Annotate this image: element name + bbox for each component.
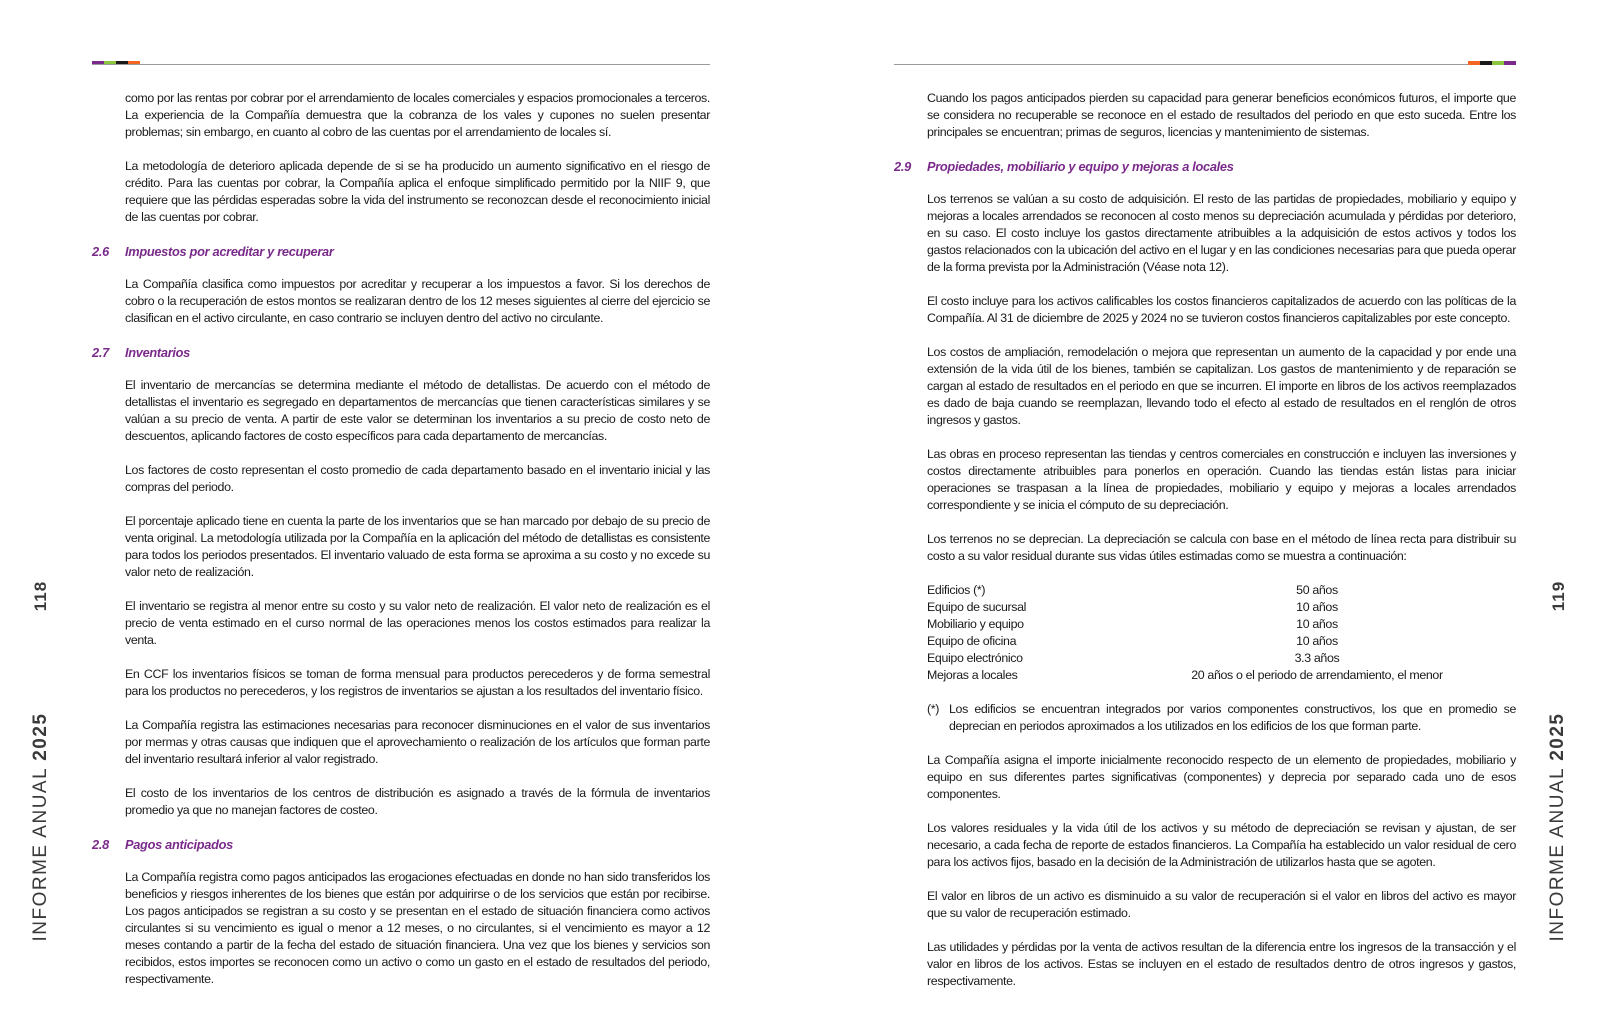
spine-title-bold: 2025	[1547, 712, 1568, 761]
table-row	[927, 667, 1507, 684]
paragraph: El porcentaje aplicado tiene en cuenta la parte de los inventarios que se han marcado por debajo de su precio de venta original. La metodología utilizada por la Compañía en la aplicación del método de detallistas es consistente para todos los periodos presentados. El inventario valuado de esta forma se aproxima a su costo y no excede su valor neto de realización.	[125, 514, 710, 579]
right-page-body	[894, 90, 1516, 1007]
footnote	[894, 701, 1516, 735]
right-page-number: 119	[1549, 580, 1568, 612]
paragraph: Los terrenos no se deprecian. La depreciación se calcula con base en el método de línea recta para distribuir su costo a su valor residual durante sus vidas útiles estimadas como se muestra a continuación:	[927, 532, 1516, 563]
footnote-text: Los edificios se encuentran integrados por varios componentes constructivos, los que en promedio se deprecian en periodos aproximados a los utilizados en los edificios de los que forman parte.	[949, 702, 1516, 733]
left-spine-title	[30, 707, 52, 947]
asset-name: Mobiliario y equipo	[927, 617, 1024, 631]
stripe-purple	[1504, 61, 1516, 65]
section-number: 2.8	[92, 837, 109, 852]
stripe-green	[1492, 61, 1504, 65]
paragraph: Las utilidades y pérdidas por la venta de activos resultan de la diferencia entre los ingresos de la transacción y el valor en libros de los activos. Estas se incluyen en el estado de resultados dentro de otros ingresos y gastos, respectivamente.	[927, 940, 1516, 988]
section-number: 2.6	[92, 244, 109, 259]
asset-name: Equipo electrónico	[927, 651, 1023, 665]
section-heading-2-9	[894, 158, 1516, 175]
section-heading-2-8	[92, 836, 710, 853]
table-row	[927, 582, 1507, 599]
useful-life: 10 años	[1296, 617, 1338, 631]
useful-life: 3.3 años	[1294, 651, 1340, 665]
section-heading-2-6	[92, 243, 710, 260]
stripe-black	[1480, 61, 1492, 65]
paragraph: La Compañía asigna el importe inicialmente reconocido respecto de un elemento de propiedades, mobiliario y equipo en sus diferentes partes significativas (componentes) y deprecia por separado cada uno de esos componentes.	[927, 753, 1516, 801]
useful-life-table	[927, 582, 1507, 684]
paragraph: El costo incluye para los activos calificables los costos financieros capitalizados de acuerdo con las políticas de la Compañía. Al 31 de diciembre de 2025 y 2024 no se tuvieron costos financieros capitalizables por este concepto.	[927, 294, 1516, 325]
paragraph: Los costos de ampliación, remodelación o mejora que representan un aumento de la capacidad y por ende una extensión de la vida útil de los bienes, también se capitalizan. Los gastos de mantenimiento y de reparación se cargan al estado de resultados en el periodo en que se incurren. El importe en libros de los activos reemplazados es dado de baja cuando se reemplazan, llevando todo el efecto al estado de resultados en el renglón de otros ingresos y gastos.	[927, 345, 1516, 427]
paragraph: El valor en libros de un activo es disminuido a su valor de recuperación si el valor en libros del activo es mayor que su valor de recuperación estimado.	[927, 889, 1516, 920]
paragraph: como por las rentas por cobrar por el arrendamiento de locales comerciales y espacios promocionales a terceros. La experiencia de la Compañía demuestra que la cobranza de los vales y cupones no suelen presentar problemas; sin embargo, en cuanto al cobro de las cuentas por el arrendamiento de locales sí.	[125, 91, 710, 139]
paragraph: Los terrenos se valúan a su costo de adquisición. El resto de las partidas de propiedades, mobiliario y equipo y mejoras a locales arrendados se reconocen al costo menos su depreciación acumulada y pérdidas por deterioro, en su caso. El costo incluye los gastos directamente atribuibles a la adquisición de estos activos y todos los gastos relacionados con la ubicación del activo en el lugar y en las condiciones necesarias para que pueda operar de la forma prevista por la Administración (Véase nota 12).	[927, 192, 1516, 274]
table-row	[927, 633, 1507, 650]
right-color-stripe	[1468, 61, 1516, 65]
right-top-rule	[894, 64, 1516, 65]
right-spine-title	[1547, 707, 1569, 947]
spine-title-bold: 2025	[30, 712, 51, 761]
paragraph: La Compañía clasifica como impuestos por acreditar y recuperar a los impuestos a favor. Si los derechos de cobro o la recuperación de estos montos se realizaran dentro de los 12 meses siguientes al cierre del ejercicio se clasifican en el activo circulante, en caso contrario se incluyen dentro del activo no circulante.	[125, 277, 710, 325]
paragraph: Cuando los pagos anticipados pierden su capacidad para generar beneficios económicos futuros, el importe que se considera no recuperable se reconoce en el estado de resultados del periodo en que esto suceda. Entre los principales se encuentran; primas de seguros, licencias y mantenimiento de sistemas.	[927, 91, 1516, 139]
asset-name: Equipo de sucursal	[927, 600, 1027, 614]
section-number: 2.7	[92, 345, 109, 360]
spine-title-light: INFORME ANUAL	[1547, 760, 1568, 942]
section-heading-2-7	[92, 344, 710, 361]
paragraph: Los valores residuales y la vida útil de los activos y su método de depreciación se revisan y ajustan, de ser necesario, a cada fecha de reporte de estados financieros. La Compañía ha establecido un valor residual de cero para los activos fijos, basado en la decisión de la Administración de utilizarlos hasta que se agoten.	[927, 821, 1516, 869]
paragraph: En CCF los inventarios físicos se toman de forma mensual para productos perecederos y de forma semestral para los productos no perecederos, y los registros de inventarios se ajustan a los resultados del inventario físico.	[125, 667, 710, 698]
paragraph: El inventario se registra al menor entre su costo y su valor neto de realización. El valor neto de realización es el precio de venta estimado en el curso normal de las operaciones menos los costos estimados para realizar la venta.	[125, 599, 710, 647]
section-title: Propiedades, mobiliario y equipo y mejoras a locales	[927, 159, 1234, 174]
section-title: Inventarios	[125, 345, 190, 360]
paragraph: La Compañía registra las estimaciones necesarias para reconocer disminuciones en el valor de sus inventarios por mermas y otras causas que indiquen que el aprovechamiento o realización de los artículos que forman parte del inventario resultará inferior al valor registrado.	[125, 718, 710, 766]
left-top-rule	[92, 64, 710, 65]
footnote-mark: (*)	[927, 702, 940, 716]
useful-life: 10 años	[1296, 600, 1338, 614]
table-row	[927, 650, 1507, 667]
left-page-number: 118	[31, 580, 50, 612]
table-row	[927, 616, 1507, 633]
section-title: Impuestos por acreditar y recuperar	[125, 244, 334, 259]
useful-life: 10 años	[1296, 634, 1338, 648]
paragraph: La Compañía registra como pagos anticipados las erogaciones efectuadas en donde no han sido transferidos los beneficios y riesgos inherentes de los bienes que están por adquirirse o de los servicios que están por recibirse. Los pagos anticipados se registran a su costo y se presentan en el estado de situación financiera como activos circulantes si su vencimiento es igual o menor a 12 meses, o no circulantes, si el vencimiento es mayor a 12 meses contando a partir de la fecha del estado de situación financiera. Una vez que los bienes y servicios son recibidos, estos importes se reconocen como un activo o como un gasto en el estado de resultados del periodo, respectivamente.	[125, 870, 710, 986]
section-title: Pagos anticipados	[125, 837, 233, 852]
asset-name: Edificios (*)	[927, 583, 986, 597]
paragraph: El inventario de mercancías se determina mediante el método de detallistas. De acuerdo con el método de detallistas el inventario es segregado en departamentos de mercancías que tienen características similares y se valúan a su precio de venta. A partir de este valor se determinan los inventarios a su precio de costo neto de descuentos, aplicando factores de costo específicos para cada departamento de mercancías.	[125, 378, 710, 443]
useful-life: 50 años	[1296, 583, 1338, 597]
useful-life: 20 años o el periodo de arrendamiento, el menor	[1191, 668, 1443, 682]
table-row	[927, 599, 1507, 616]
paragraph: La metodología de deterioro aplicada depende de si se ha producido un aumento significativo en el riesgo de crédito. Para las cuentas por cobrar, la Compañía aplica el enfoque simplificado permitido por la NIIF 9, que requiere que las pérdidas esperadas sobre la vida del instrumento se reconozcan desde el reconocimiento inicial de las cuentas por cobrar.	[125, 159, 710, 224]
asset-name: Equipo de oficina	[927, 634, 1017, 648]
paragraph: Las obras en proceso representan las tiendas y centros comerciales en construcción e incluyen las inversiones y costos directamente atribuibles para ponerlos en operación. Cuando las tiendas están listas para iniciar operaciones se traspasan a la línea de propiedades, mobiliario y equipo y mejoras a locales arrendados correspondiente y se inicia el cómputo de su depreciación.	[927, 447, 1516, 512]
section-number: 2.9	[894, 159, 911, 174]
asset-name: Mejoras a locales	[927, 668, 1018, 682]
paragraph: Los factores de costo representan el costo promedio de cada departamento basado en el inventario inicial y las compras del periodo.	[125, 463, 710, 494]
left-page-body	[92, 90, 710, 1005]
stripe-orange	[1468, 61, 1480, 65]
spine-title-light: INFORME ANUAL	[30, 760, 51, 942]
paragraph: El costo de los inventarios de los centros de distribución es asignado a través de la fórmula de inventarios promedio ya que no manejan factores de costeo.	[125, 786, 710, 817]
